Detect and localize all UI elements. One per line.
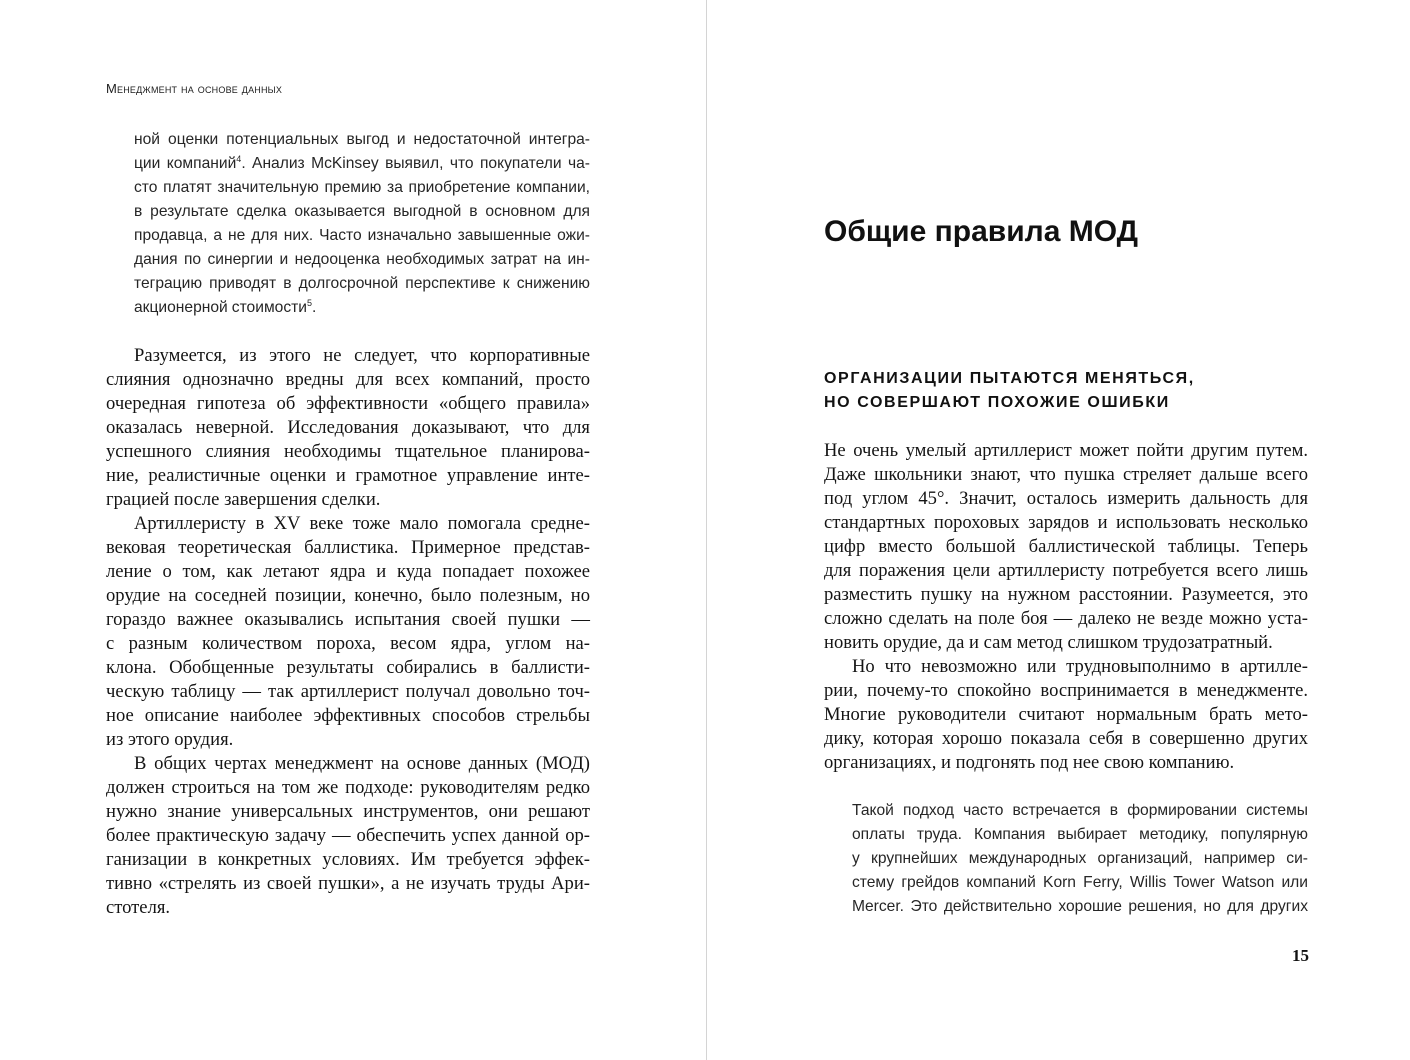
body-text-left <box>106 344 590 920</box>
body-line: рии, почему-то спокойно воспринимается в менеджменте. <box>824 680 1308 701</box>
body-line: сложно сделать на поле боя — далеко не везде можно уста- <box>824 608 1308 629</box>
body-line: из этого орудия. <box>106 729 234 750</box>
body-line: более практическую задачу — обеспечить успех данной ор- <box>106 825 590 846</box>
body-line: для поражения цели артиллеристу потребуется всего лишь <box>824 560 1308 581</box>
section-heading-line: ОРГАНИЗАЦИИ ПЫТАЮТСЯ МЕНЯТЬСЯ, <box>824 370 1195 387</box>
aside-line: дания по синергии и недооценка необходимых затрат на ин- <box>134 251 590 268</box>
body-line: стандартных пороховых зарядов и использовать несколько <box>824 512 1308 533</box>
body-line: тивно «стрелять из своей пушки», а не изучать труды Ари- <box>106 873 590 894</box>
body-line: новить орудие, да и сам метод слишком трудозатратный. <box>824 632 1273 653</box>
body-line: успешного слияния необходимы тщательное планирова- <box>106 441 590 462</box>
body-line: ние, реалистичные оценки и грамотное управление инте- <box>106 465 590 486</box>
body-line: Разумеется, из этого не следует, что корпоративные <box>134 345 590 366</box>
body-line: В общих чертах менеджмент на основе данных (МОД) <box>134 753 590 774</box>
body-line: Не очень умелый артиллерист может пойти другим путем. <box>824 440 1308 461</box>
body-line: Но что невозможно или трудновыполнимо в артилле- <box>852 656 1308 677</box>
body-line: клона. Обобщенные результаты собирались в баллисти- <box>106 657 590 678</box>
body-line: оказалась неверной. Исследования доказывают, что для <box>106 417 590 438</box>
body-line: гораздо важнее оказывались испытания своей пушки — <box>106 609 590 630</box>
inset-note-right <box>852 799 1308 919</box>
inset-note-left <box>134 128 590 320</box>
body-line: орудие на соседней позиции, конечно, было полезным, но <box>106 585 590 606</box>
aside-line: теграцию приводят в долгосрочной перспективе к снижению <box>134 275 590 292</box>
body-line: ческую таблицу — так артиллерист получал довольно точ- <box>106 681 590 702</box>
aside-line: у крупнейших международных организаций, например си- <box>852 850 1308 867</box>
aside-line: в результате сделка оказывается выгодной в основном для <box>134 203 590 220</box>
body-line: слияния однозначно вредны для всех компаний, просто <box>106 369 590 390</box>
body-text-right <box>824 439 1308 775</box>
body-line: грацией после завершения сделки. <box>106 489 381 510</box>
body-line: должен строиться на том же подходе: руководителям редко <box>106 777 590 798</box>
aside-line: стему грейдов компаний Korn Ferry, Willis Tower Watson или <box>852 874 1308 891</box>
running-head: Менеджмент на основе данных <box>106 81 283 96</box>
aside-line: Mercer. Это действительно хорошие решения, но для других <box>852 898 1308 915</box>
body-line: вековая теоретическая баллистика. Примерное представ- <box>106 537 590 558</box>
body-line: под углом 45°. Значит, осталось измерить дальность для <box>824 488 1308 509</box>
footnote-ref[interactable]: 5 <box>306 297 312 308</box>
body-line: стотеля. <box>106 897 171 918</box>
body-line: Многие руководители считают нормальным брать мето- <box>824 704 1308 725</box>
body-line: Даже школьники знают, что пушка стреляет дальше всего <box>824 464 1308 485</box>
aside-line: ной оценки потенциальных выгод и недостаточной интегра- <box>134 131 590 148</box>
section-heading <box>824 367 1195 415</box>
body-line: организациях, и подгонять под нее свою компанию. <box>824 752 1235 773</box>
aside-line: сто платят значительную премию за приобретение компании, <box>134 179 590 196</box>
aside-line: оплаты труда. Компания выбирает методику, популярную <box>852 826 1308 843</box>
body-line: ное описание наиболее эффективных способов стрельбы <box>106 705 590 726</box>
aside-line: ции компаний$^4$. Анализ McKinsey выявил, что покупатели ча- <box>134 153 590 172</box>
section-heading-line: НО СОВЕРШАЮТ ПОХОЖИЕ ОШИБКИ <box>824 394 1170 411</box>
body-line: ганизации в конкретных условиях. Им требуется эффек- <box>106 849 590 870</box>
body-line: разместить пушку на нужном расстоянии. Разумеется, это <box>824 584 1308 605</box>
aside-line: Такой подход часто встречается в формировании системы <box>852 802 1308 819</box>
page-number: 15 <box>1292 946 1309 965</box>
body-line: очередная гипотеза об эффективности «общего правила» <box>106 393 590 414</box>
body-line: ление о том, как летают ядра и куда попадает похожее <box>106 561 590 582</box>
body-line: дику, которая хорошо показала себя в совершенно других <box>824 728 1308 749</box>
aside-line: продавца, а не для них. Часто изначально завышенные ожи- <box>134 227 590 244</box>
right-page <box>707 0 1410 1060</box>
body-line: нужно знание универсальных инструментов, они решают <box>106 801 590 822</box>
body-line: с разным количеством пороха, весом ядра, углом на- <box>106 633 590 654</box>
footnote-ref[interactable]: 4 <box>236 153 242 164</box>
aside-line: акционерной стоимости$^5$. <box>134 297 317 316</box>
chapter-title: Общие правила МОД <box>824 215 1139 248</box>
body-line: Артиллеристу в XV веке тоже мало помогала средне- <box>134 513 590 534</box>
body-line: цифр вместо большой баллистической таблицы. Теперь <box>824 536 1308 557</box>
